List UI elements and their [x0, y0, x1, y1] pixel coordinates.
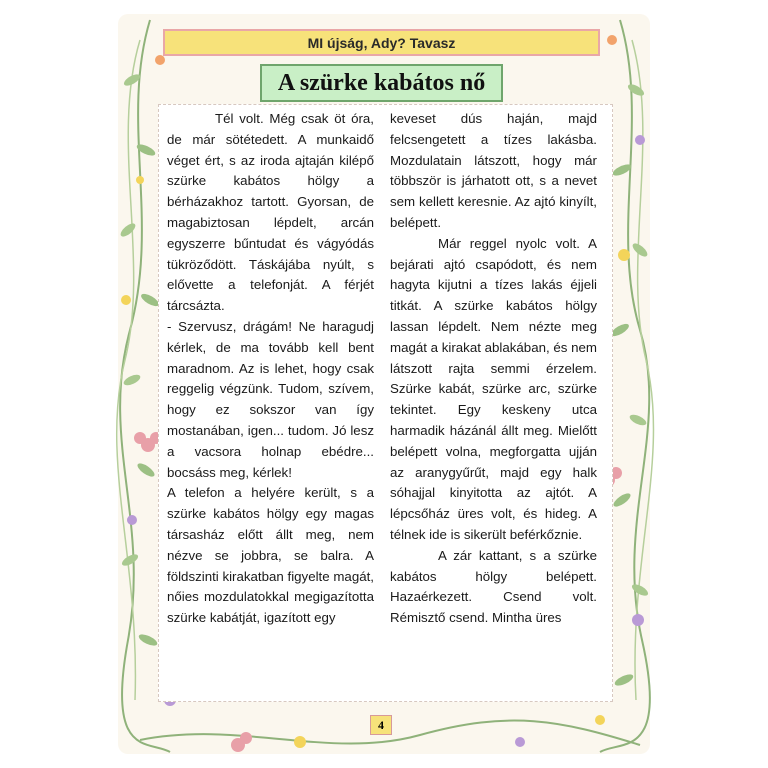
right-column [390, 109, 597, 629]
page-number: 4 [370, 715, 392, 735]
paragraph: A telefon a helyére került, s a szürke kabátos hölgy egy magas társasház előtt állt meg, nem nézve se jobbra, se balra. A földszinti kirakatban figyelte magát, nőies mozdulatokkal megigazította szürke kabátját, igazított egy [167, 485, 374, 626]
paragraph: A zár kattant, s a szürke kabátos hölgy belépett. Hazaérkezett. Csend volt. Rémisztő csend. Mintha üres [390, 547, 597, 626]
left-column [167, 109, 374, 629]
paragraph: Tél volt. Még csak öt óra, de már sötétedett. A munkaidő véget ért, s az iroda ajtaján kilépő szürke kabátos hölgy a bérházakhoz tartott. Gyorsan, de magabiztosan lépdelt, arcán egyszerre bűntudat és vágyódás tükröződött. Táskájába nyúlt, s elővette a telefonját. A férjét tárcsázta. [167, 111, 374, 314]
paragraph: keveset dús haján, majd felcsengetett a tízes lakásba. Mozdulatain látszott, hogy már többször is járhatott ott, s a nevet sem kellett keresnie. Az ajtó kinyílt, belépett. [390, 111, 597, 230]
article-title: A szürke kabátos nő [260, 64, 503, 102]
magazine-header: MI újság, Ady? Tavasz [163, 29, 600, 56]
paragraph: - Szervusz, drágám! Ne haragudj kérlek, de ma tovább kell bent maradnom. Az is lehet, hogy csak reggelig végzünk. Tudom, szívem, hogy ez sokszor van így mostanában, igen... tudom. Jó lesz a vacsora holnap ebédre... bocsáss meg, kérlek! [167, 318, 374, 480]
paragraph: Már reggel nyolc volt. A bejárati ajtó csapódott, és nem hagyta kijutni a tízes lakás éjjeli titkát. A szürke kabátos hölgy lassan lépdelt. Nem nézte meg magát a kirakat ablakában, és nem látszott rajta semmi érzelem. Szürke kabát, szürke arc, szürke tekintet. Egy keskeny utca harmadik házánál állt meg. Mielőtt belépett volna, megforgatta ujján az aranygyűrűt, majd egy halk sóhajjal kinyitotta az ajtót. A lépcsőház üres volt, és hideg. A télnek ide is sikerült beférkőznie. [390, 235, 597, 542]
